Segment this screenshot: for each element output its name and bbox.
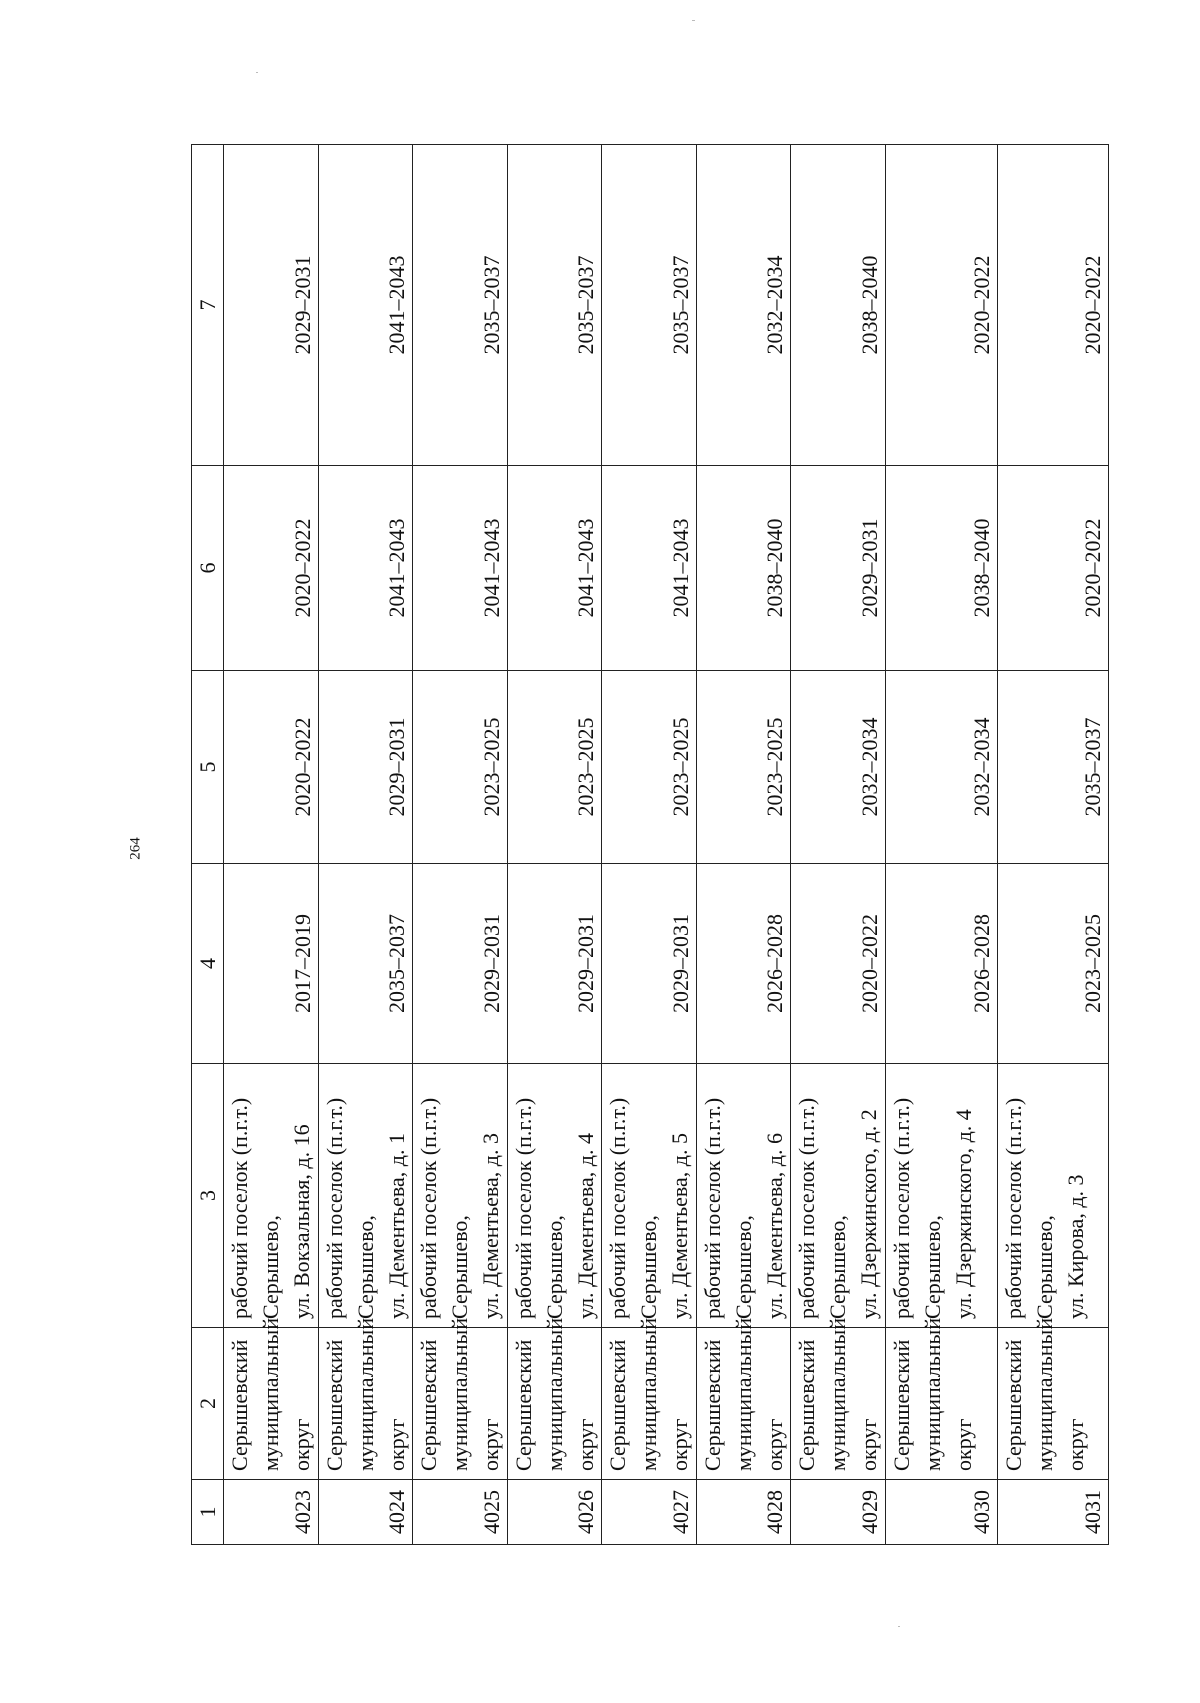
column-header: 5 (192, 671, 224, 864)
district-line: Серышевский (416, 1339, 442, 1471)
period-cell-p7: 2020–2022 (885, 145, 998, 466)
period-cell-p4: 2029–2031 (507, 864, 602, 1064)
column-header: 3 (192, 1064, 224, 1328)
district-line: округ (667, 1418, 693, 1471)
district-cell (224, 1317, 319, 1480)
period-cell-p7: 2035–2037 (507, 145, 602, 466)
district-line: Серышевский (227, 1339, 252, 1471)
district-line: округ (289, 1418, 314, 1471)
period-cell-p5: 2032–2034 (791, 671, 886, 864)
address-line: ул. Дементьева, д. 1 (383, 1133, 409, 1319)
district-line: муниципальный (636, 1317, 662, 1471)
table-row (318, 145, 413, 1545)
address-line: ул. Дементьева, д. 6 (761, 1133, 787, 1319)
period-cell-p6: 2038–2040 (885, 466, 998, 671)
period-cell-p5: 2023–2025 (602, 671, 697, 864)
district-line: Серышевский (510, 1339, 536, 1471)
table-row (885, 145, 998, 1545)
address-line: рабочий поселок (п.г.т.) (416, 1097, 442, 1319)
district-cell (791, 1317, 886, 1480)
district-cell (602, 1317, 697, 1480)
column-header: 6 (192, 466, 224, 671)
address-line: Серышево, (447, 1215, 473, 1319)
scan-speck (256, 72, 258, 73)
address-cell (413, 1064, 508, 1328)
period-cell-p4: 2035–2037 (318, 864, 413, 1064)
address-cell (885, 1064, 998, 1328)
period-cell-p7: 2041–2043 (318, 145, 413, 466)
district-line: муниципальный (352, 1317, 378, 1471)
district-line: округ (950, 1418, 976, 1471)
period-cell-p5: 2032–2034 (885, 671, 998, 864)
table-row (602, 145, 697, 1545)
period-cell-p4: 2029–2031 (602, 864, 697, 1064)
address-line: ул. Дементьева, д. 4 (572, 1133, 598, 1319)
period-cell-p7: 2029–2031 (224, 145, 319, 466)
period-cell-p7: 2020–2022 (998, 145, 1109, 466)
address-line: рабочий поселок (п.г.т.) (699, 1097, 725, 1319)
address-line: рабочий поселок (п.г.т.) (888, 1097, 914, 1319)
column-number-header-row (192, 145, 224, 1545)
district-line: Серышевский (699, 1339, 725, 1471)
address-cell (791, 1064, 886, 1328)
period-cell-p5: 2020–2022 (224, 671, 319, 864)
period-cell-p7: 2038–2040 (791, 145, 886, 466)
district-line: Серышевский (321, 1339, 347, 1471)
address-line: рабочий поселок (п.г.т.) (227, 1097, 252, 1319)
address-cell (507, 1064, 602, 1328)
period-cell-p7: 2035–2037 (602, 145, 697, 466)
district-cell (507, 1317, 602, 1480)
district-line: муниципальный (919, 1317, 945, 1471)
address-line: ул. Вокзальная, д. 16 (289, 1124, 314, 1319)
address-line: рабочий поселок (п.г.т.) (794, 1097, 820, 1319)
period-cell-p4: 2026–2028 (696, 864, 791, 1064)
address-line: Серышево, (730, 1215, 756, 1319)
period-cell-p6: 2020–2022 (998, 466, 1109, 671)
address-cell (224, 1064, 319, 1328)
district-line: муниципальный (541, 1317, 567, 1471)
address-line: ул. Дементьева, д. 5 (667, 1133, 693, 1319)
period-cell-p6: 2041–2043 (318, 466, 413, 671)
period-cell-p5: 2029–2031 (318, 671, 413, 864)
address-line: Серышево, (636, 1215, 662, 1319)
period-cell-p4: 2017–2019 (224, 864, 319, 1064)
table-row (998, 145, 1109, 1545)
period-cell-p5: 2035–2037 (998, 671, 1109, 864)
district-line: округ (478, 1418, 504, 1471)
address-line: ул. Кирова, д. 3 (1063, 1174, 1089, 1319)
row-number-cell: 4023 (224, 1480, 319, 1545)
row-number-cell: 4027 (602, 1480, 697, 1545)
district-line: округ (572, 1418, 598, 1471)
period-cell-p7: 2035–2037 (413, 145, 508, 466)
column-header: 1 (192, 1480, 224, 1545)
page-number: 264 (127, 837, 144, 860)
row-number-cell: 4030 (885, 1480, 998, 1545)
period-cell-p6: 2041–2043 (413, 466, 508, 671)
address-line: рабочий поселок (п.г.т.) (605, 1097, 631, 1319)
address-line: ул. Дзержинского, д. 2 (856, 1109, 882, 1319)
district-cell (885, 1317, 998, 1480)
district-line: муниципальный (730, 1317, 756, 1471)
district-line: Серышевский (794, 1339, 820, 1471)
table-row (507, 145, 602, 1545)
table-row (791, 145, 886, 1545)
period-cell-p6: 2029–2031 (791, 466, 886, 671)
address-line: рабочий поселок (п.г.т.) (1001, 1097, 1027, 1319)
district-line: округ (761, 1418, 787, 1471)
register-table-rotated (191, 145, 1109, 1545)
address-cell (318, 1064, 413, 1328)
column-header: 7 (192, 145, 224, 466)
district-cell (413, 1317, 508, 1480)
district-line: округ (383, 1418, 409, 1471)
district-cell (696, 1317, 791, 1480)
row-number-cell: 4025 (413, 1480, 508, 1545)
district-line: муниципальный (825, 1317, 851, 1471)
row-number-cell: 4024 (318, 1480, 413, 1545)
period-cell-p4: 2023–2025 (998, 864, 1109, 1064)
table-row (413, 145, 508, 1545)
address-cell (696, 1064, 791, 1328)
period-cell-p4: 2026–2028 (885, 864, 998, 1064)
period-cell-p4: 2020–2022 (791, 864, 886, 1064)
table-row (224, 145, 319, 1545)
period-cell-p4: 2029–2031 (413, 864, 508, 1064)
period-cell-p6: 2020–2022 (224, 466, 319, 671)
address-line: Серышево, (919, 1215, 945, 1319)
period-cell-p5: 2023–2025 (696, 671, 791, 864)
district-line: муниципальный (258, 1317, 283, 1471)
address-line: рабочий поселок (п.г.т.) (321, 1097, 347, 1319)
district-line: округ (1063, 1418, 1089, 1471)
column-header: 2 (192, 1328, 224, 1480)
scan-speck (692, 20, 695, 21)
district-line: округ (856, 1418, 882, 1471)
table-row (696, 145, 791, 1545)
period-cell-p6: 2038–2040 (696, 466, 791, 671)
district-line: муниципальный (447, 1317, 473, 1471)
district-line: Серышевский (605, 1339, 631, 1471)
address-line: Серышево, (1032, 1215, 1058, 1319)
row-number-cell: 4026 (507, 1480, 602, 1545)
address-cell (998, 1064, 1109, 1328)
district-cell (998, 1317, 1109, 1480)
address-line: Серышево, (258, 1215, 283, 1319)
period-cell-p5: 2023–2025 (413, 671, 508, 864)
period-cell-p6: 2041–2043 (507, 466, 602, 671)
address-line: рабочий поселок (п.г.т.) (510, 1097, 536, 1319)
row-number-cell: 4028 (696, 1480, 791, 1545)
scan-speck (898, 1626, 900, 1627)
district-line: Серышевский (888, 1339, 914, 1471)
column-header: 4 (192, 864, 224, 1064)
address-line: Серышево, (352, 1215, 378, 1319)
address-line: Серышево, (541, 1215, 567, 1319)
address-line: ул. Дементьева, д. 3 (478, 1133, 504, 1319)
district-cell (318, 1317, 413, 1480)
period-cell-p7: 2032–2034 (696, 145, 791, 466)
period-cell-p6: 2041–2043 (602, 466, 697, 671)
district-line: Серышевский (1001, 1339, 1027, 1471)
address-line: ул. Дзержинского, д. 4 (950, 1109, 976, 1319)
address-line: Серышево, (825, 1215, 851, 1319)
row-number-cell: 4031 (998, 1480, 1109, 1545)
period-cell-p5: 2023–2025 (507, 671, 602, 864)
register-table (191, 144, 1109, 1545)
district-line: муниципальный (1032, 1317, 1058, 1471)
row-number-cell: 4029 (791, 1480, 886, 1545)
address-cell (602, 1064, 697, 1328)
